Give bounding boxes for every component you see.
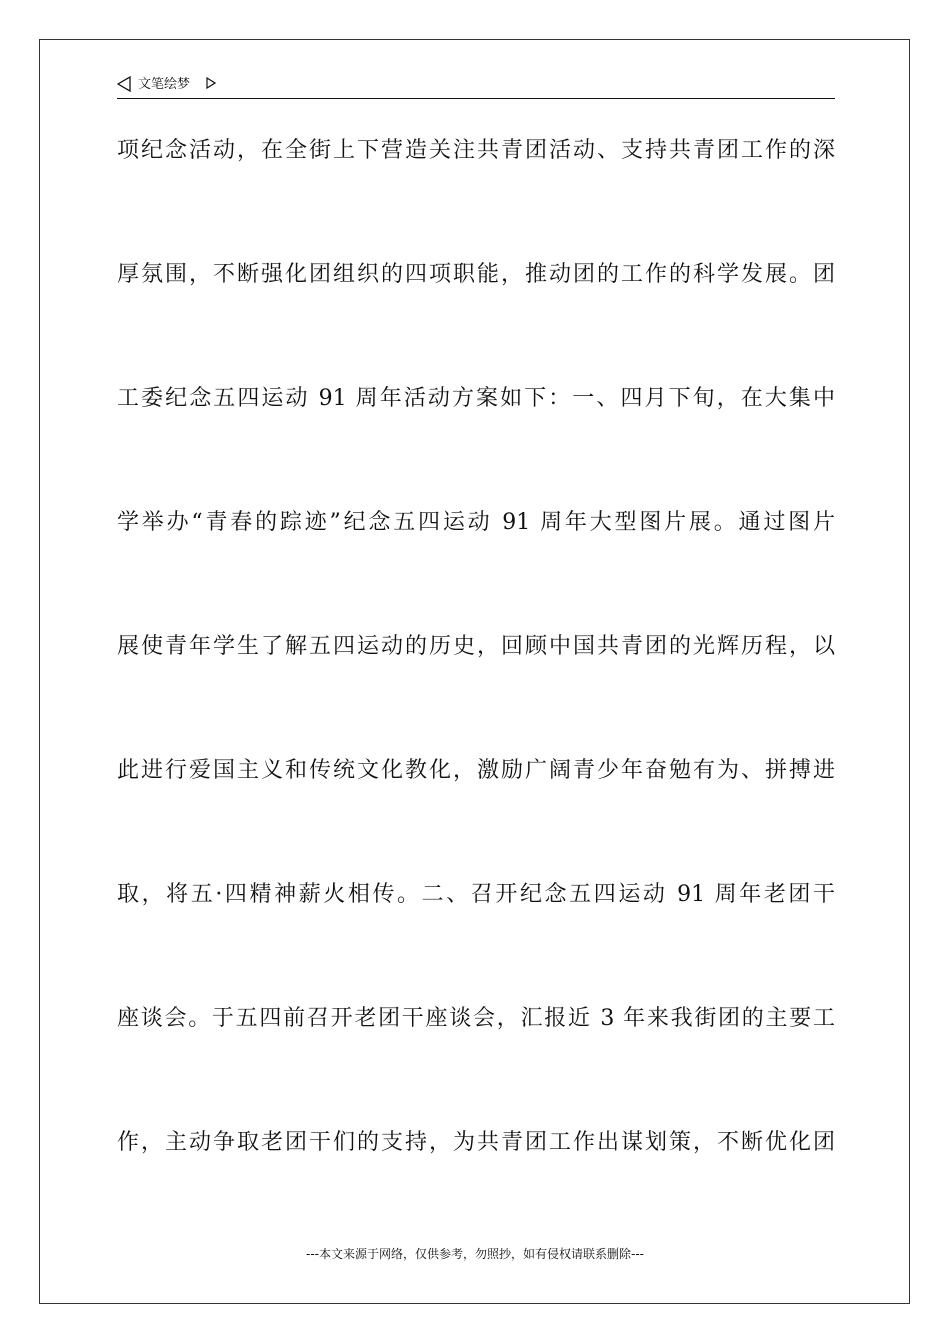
body-line: 展使青年学生了解五四运动的历史，回顾中国共青团的光辉历程，以 [117,634,835,659]
body-line: 取，将五·四精神薪火相传。二、召开纪念五四运动 91 周年老团干 [117,882,835,907]
footer-disclaimer: ---本文来源于网络，仅供参考，勿照抄，如有侵权请联系删除--- [306,1247,644,1261]
page-header [117,74,835,99]
triangle-right-outline-icon [206,77,216,89]
body-line: 厚氛围，不断强化团组织的四项职能，推动团的工作的科学发展。团 [117,262,835,287]
body-line: 作，主动争取老团干们的支持，为共青团工作出谋划策，不断优化团 [117,1130,835,1155]
body-line: 工委纪念五四运动 91 周年活动方案如下：一、四月下旬，在大集中 [117,386,835,411]
body-text [117,120,835,1236]
body-line: 项纪念活动，在全街上下营造关注共青团活动、支持共青团工作的深 [117,138,835,163]
triangle-left-outline-icon [117,76,131,92]
header-title: 文笔绘梦 [138,77,191,92]
body-line: 座谈会。于五四前召开老团干座谈会，汇报近 3 年来我街团的主要工 [117,1006,835,1031]
body-line: 此进行爱国主义和传统文化教化，激励广阔青少年奋勉有为、拼搏进 [117,758,835,783]
body-line: 学举办“青春的踪迹”纪念五四运动 91 周年大型图片展。通过图片 [117,510,835,535]
